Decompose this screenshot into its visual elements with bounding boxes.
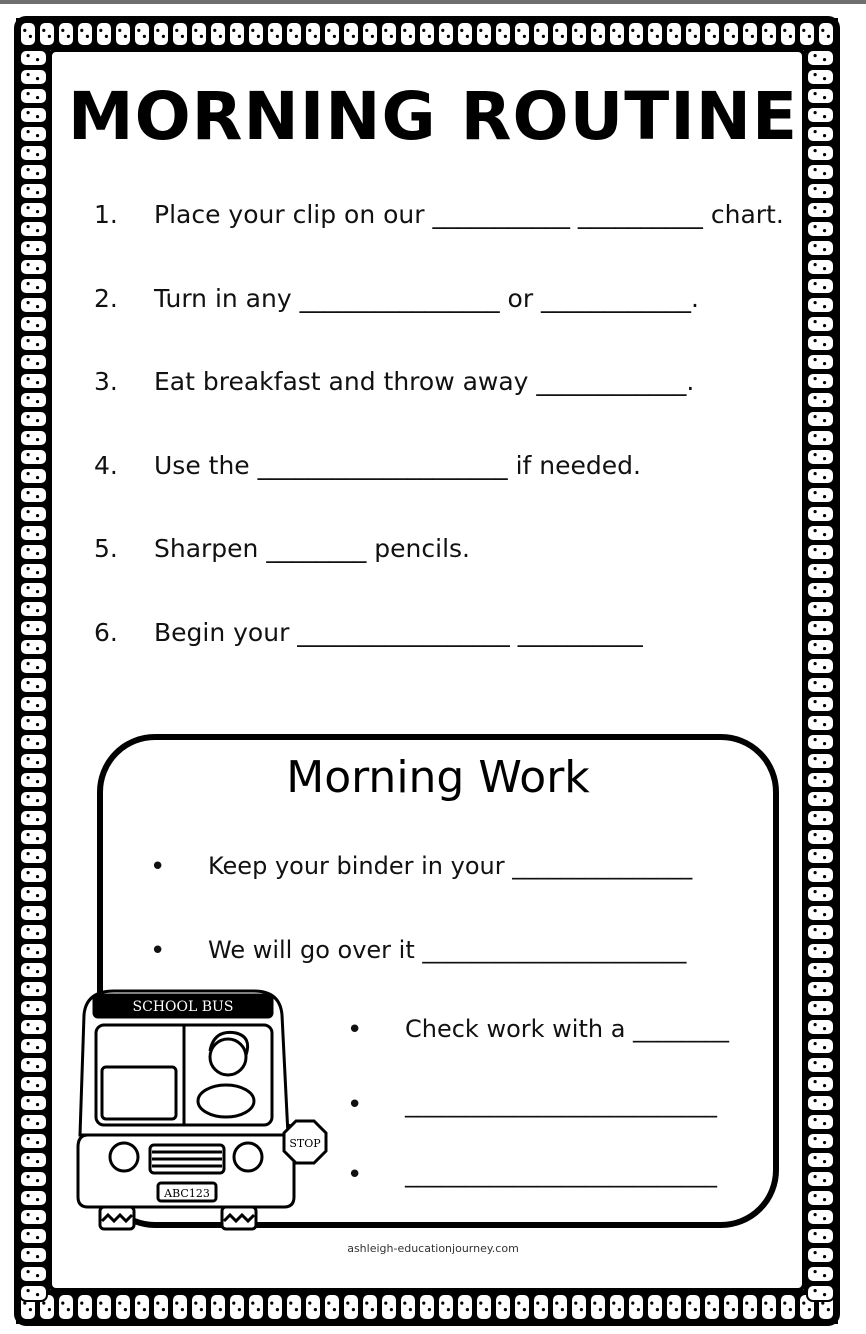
bullet-icon: • bbox=[150, 936, 166, 966]
step-item bbox=[94, 367, 694, 407]
step-number: 4. bbox=[94, 451, 118, 480]
list-item-text: Keep your binder in your _______________ bbox=[208, 852, 693, 880]
list-item-text: We will go over it ______________________ bbox=[208, 936, 687, 964]
list-item-text: __________________________ bbox=[405, 1090, 717, 1118]
step-number: 3. bbox=[94, 367, 118, 396]
list-item bbox=[347, 1015, 729, 1043]
bullet-icon: • bbox=[347, 1090, 363, 1120]
bus-sign-text: SCHOOL BUS bbox=[132, 999, 234, 1015]
list-item-text: Check work with a ________ bbox=[405, 1015, 730, 1043]
step-text: Turn in any ________________ or ____________. bbox=[154, 284, 700, 313]
bullet-icon: • bbox=[347, 1015, 363, 1045]
list-item bbox=[347, 1090, 717, 1118]
step-number: 5. bbox=[94, 534, 118, 563]
step-item bbox=[94, 618, 643, 658]
step-text: Begin your _________________ __________ bbox=[154, 618, 643, 647]
step-item bbox=[94, 284, 699, 324]
list-item bbox=[150, 936, 686, 964]
license-plate-text: ABC123 bbox=[164, 1187, 210, 1200]
bullet-icon: • bbox=[347, 1160, 363, 1190]
morning-work-title: Morning Work bbox=[286, 752, 590, 803]
stop-sign-text: STOP bbox=[289, 1137, 321, 1150]
list-item bbox=[150, 852, 692, 880]
list-item bbox=[347, 1160, 717, 1188]
bullet-icon: • bbox=[150, 852, 166, 882]
step-number: 2. bbox=[94, 284, 118, 313]
page-title: MORNING ROUTINE bbox=[67, 78, 799, 155]
list-item-text: __________________________ bbox=[405, 1160, 717, 1188]
step-number: 6. bbox=[94, 618, 118, 647]
step-text: Use the ____________________ if needed. bbox=[154, 451, 641, 480]
footer-url: ashleigh-educationjourney.com bbox=[347, 1242, 519, 1255]
step-number: 1. bbox=[94, 200, 118, 229]
step-text: Place your clip on our ___________ __________ chart. bbox=[154, 200, 784, 229]
step-item bbox=[94, 200, 784, 240]
step-item bbox=[94, 451, 641, 491]
school-bus-illustration bbox=[74, 985, 336, 1235]
step-text: Eat breakfast and throw away ____________. bbox=[154, 367, 695, 396]
step-text: Sharpen ________ pencils. bbox=[154, 534, 471, 563]
step-item bbox=[94, 534, 470, 574]
